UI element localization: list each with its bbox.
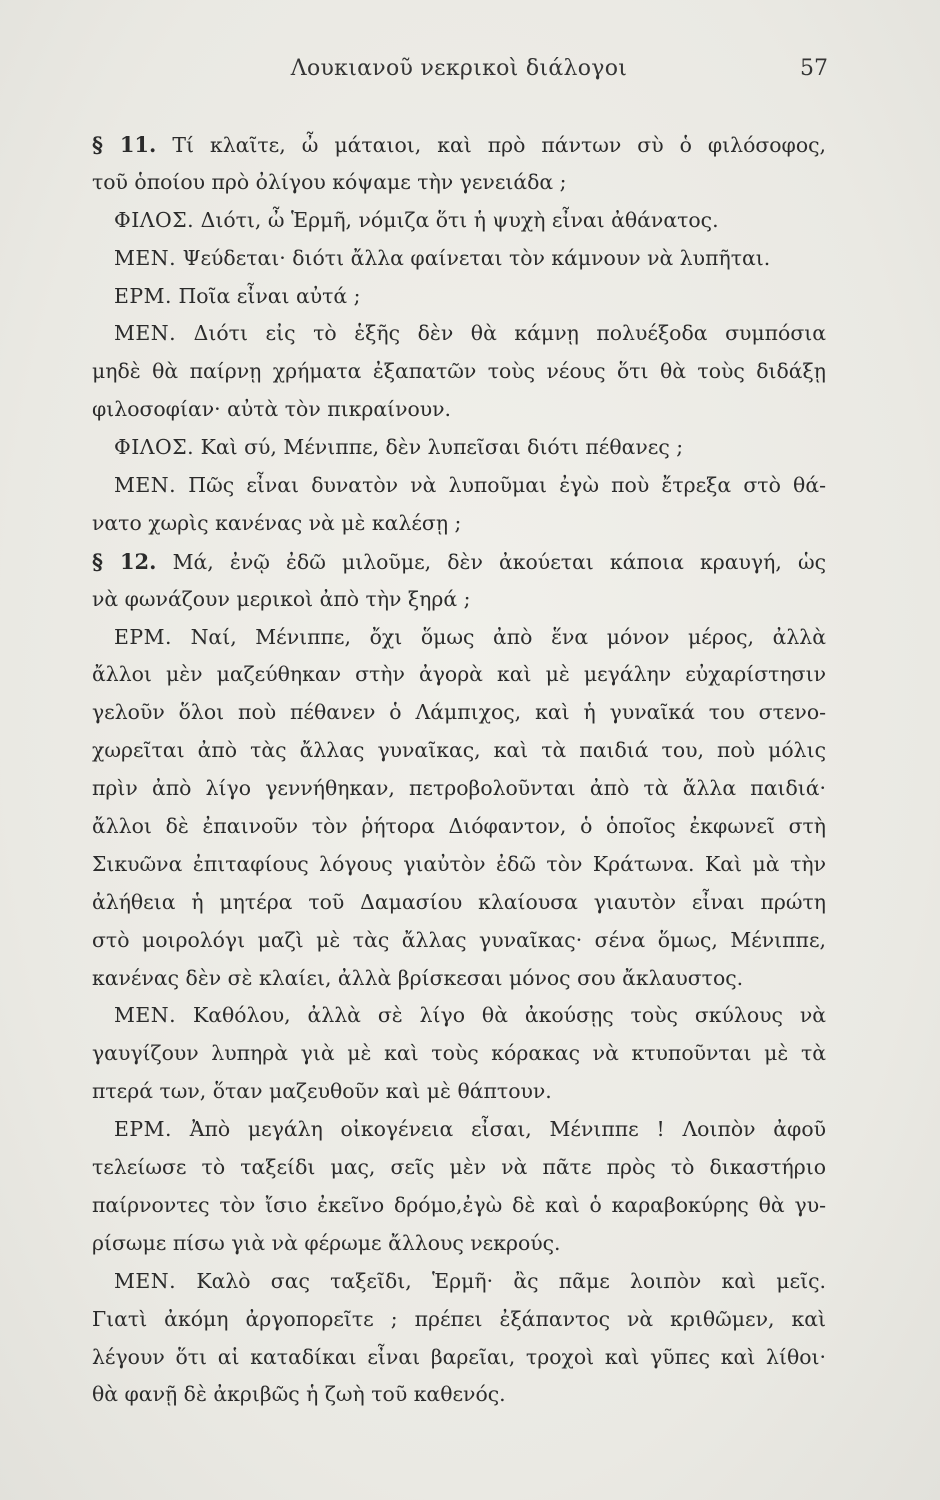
text-line (92, 353, 826, 391)
line-text: Καθόλου, ἀλλὰ σὲ λίγο θὰ ἀκούσῃς τοὺς σκύλους νὰ (176, 1003, 826, 1028)
line-text: μηδὲ θὰ παίρνῃ χρήματα ἐξαπατῶν τοὺς νέους ὅτι θὰ τοὺς διδάξῃ (92, 359, 826, 384)
speaker-label: ΦΙΛΟΣ. (114, 207, 195, 232)
line-text: πτερά των, ὅταν μαζευθοῦν καὶ μὲ θάπτουν. (92, 1079, 552, 1104)
line-text: Ποῖα εἶναι αὐτά ; (171, 283, 361, 308)
text-line (92, 164, 826, 202)
section-number: § 12. (92, 548, 157, 574)
text-line (92, 126, 826, 164)
text-line (92, 960, 826, 998)
line-text: Σικυῶνα ἐπιταφίους λόγους γιαὐτὸν ἐδῶ τὸν Κράτωνα. Καὶ μὰ τὴν (92, 851, 826, 876)
line-text: λέγουν ὅτι αἱ καταδίκαι εἶναι βαρεῖαι, τροχοὶ καὶ γῦπες καὶ λίθοι· (92, 1344, 826, 1369)
running-title: Λουκιανοῦ νεκρικοὶ διάλογοι (290, 56, 628, 81)
speaker-label: ΜΕΝ. (114, 321, 177, 346)
text-line (92, 467, 826, 505)
speaker-label: ΕΡΜ. (114, 1117, 172, 1142)
text-line (92, 505, 826, 543)
line-text: ἄλλοι δὲ ἐπαινοῦν τὸν ῥήτορα Διόφαντον, ὁ ὁποῖος ἐκφωνεῖ στὴ (92, 814, 826, 839)
text-line (92, 1376, 826, 1414)
line-text: ἄλλοι μὲν μαζεύθηκαν στὴν ἀγορὰ καὶ μὲ μεγάλην εὐχαρίστησιν (92, 662, 826, 687)
line-text: θὰ φανῇ δὲ ἀκριβῶς ἡ ζωὴ τοῦ καθενός. (92, 1382, 506, 1407)
text-line (92, 1339, 826, 1377)
text-line (92, 1263, 826, 1301)
section-number: § 11. (92, 132, 157, 157)
text-line (92, 1301, 826, 1339)
line-text: Ψεύδεται· διότι ἄλλα φαίνεται τὸν κάμνουν νὰ λυπῆται. (176, 245, 771, 270)
text-line (92, 770, 826, 808)
line-text: Καλὸ σας ταξεῖδι, Ἑρμῆ· ἂς πᾶμε λοιπὸν καὶ μεῖς. (176, 1268, 826, 1293)
line-text: νατο χωρὶς κανένας νὰ μὲ καλέσῃ ; (92, 510, 462, 535)
text-line (92, 997, 826, 1035)
line-text: νὰ φωνάζουν μερικοὶ ἀπὸ τὴν ξηρά ; (92, 586, 471, 611)
line-text: Γιατὶ ἀκόμη ἀργοπορεῖτε ; πρέπει ἐξάπαντος νὰ κριθῶμεν, καὶ (92, 1306, 826, 1331)
text-line (92, 391, 826, 429)
text-line (92, 846, 826, 884)
speaker-label: ΦΙΛΟΣ. (114, 435, 195, 460)
speaker-label: ΕΡΜ. (114, 283, 172, 308)
text-line (92, 694, 826, 732)
text-line (92, 278, 826, 316)
line-text: Διότι εἰς τὸ ἑξῆς δὲν θὰ κάμνῃ πολυέξοδα συμπόσια (176, 321, 826, 346)
text-line (92, 1149, 826, 1187)
text-line (92, 922, 826, 960)
line-text: κανένας δὲν σὲ κλαίει, ἀλλὰ βρίσκεσαι μόνος σου ἄκλαυστος. (92, 965, 744, 990)
text-line (92, 884, 826, 922)
line-text: γελοῦν ὅλοι ποὺ πέθανεν ὁ Λάμπιχος, καὶ ἡ γυναῖκά του στενο- (92, 700, 826, 725)
speaker-label: ΜΕΝ. (114, 245, 177, 270)
speaker-label: ΜΕΝ. (114, 1268, 177, 1293)
text-line (92, 619, 826, 657)
line-text: πρὶν ἀπὸ λίγο γεννήθηκαν, πετροβολοῦνται ἀπὸ τὰ ἄλλα παιδιά· (92, 776, 826, 801)
line-text: ρίσωμε πίσω γιὰ νὰ φέρωμε ἄλλους νεκρούς. (92, 1230, 561, 1255)
line-text: στὸ μοιρολόγι μαζὶ μὲ τὰς ἄλλας γυναῖκας· σένα ὅμως, Μένιππε, (92, 927, 826, 952)
line-text: Μά, ἐνῷ ἐδῶ μιλοῦμε, δὲν ἀκούεται κάποια κραυγή, ὡς (156, 549, 826, 574)
line-text: Ἀπὸ μεγάλη οἰκογένεια εἶσαι, Μένιππε ! Λοιπὸν ἀφοῦ (171, 1117, 826, 1142)
text-line (92, 581, 826, 619)
text-line (92, 1187, 826, 1225)
text-line (92, 1111, 826, 1149)
speaker-label: ΜΕΝ. (114, 1003, 177, 1028)
line-text: Πῶς εἶναι δυνατὸν νὰ λυποῦμαι ἐγὼ ποὺ ἔτρεξα στὸ θά- (176, 473, 826, 498)
line-text: χωρεῖται ἀπὸ τὰς ἄλλας γυναῖκας, καὶ τὰ παιδιά του, ποὺ μόλις (92, 738, 826, 763)
page-number: 57 (800, 56, 828, 81)
text-line (92, 1073, 826, 1111)
line-text: Διότι, ὦ Ἑρμῆ, νόμιζα ὅτι ἡ ψυχὴ εἶναι ἀθάνατος. (194, 207, 719, 232)
text-line (92, 1035, 826, 1073)
line-text: φιλοσοφίαν· αὐτὰ τὸν πικραίνουν. (92, 397, 452, 422)
page-body-text (92, 126, 826, 1414)
speaker-label: ΜΕΝ. (114, 473, 177, 498)
line-text: γαυγίζουν λυπηρὰ γιὰ μὲ καὶ τοὺς κόρακας νὰ κτυποῦνται μὲ τὰ (92, 1041, 826, 1066)
text-line (92, 808, 826, 846)
line-text: Καὶ σύ, Μένιππε, δὲν λυπεῖσαι διότι πέθανες ; (194, 435, 684, 460)
text-line (92, 1225, 826, 1263)
line-text: τοῦ ὁποίου πρὸ ὀλίγου κόψαμε τὴν γενειάδα ; (92, 169, 567, 194)
text-line (92, 240, 826, 278)
text-line (92, 202, 826, 240)
line-text: Ναί, Μένιππε, ὄχι ὅμως ἀπὸ ἕνα μόνον μέρος, ἀλλὰ (171, 624, 826, 649)
text-line (92, 315, 826, 353)
line-text: Τί κλαῖτε, ὦ μάταιοι, καὶ πρὸ πάντων σὺ ὁ φιλόσοφος, (156, 133, 826, 157)
text-line (92, 732, 826, 770)
speaker-label: ΕΡΜ. (114, 624, 172, 649)
page-header (90, 56, 828, 96)
line-text: παίρνοντες τὸν ἴσιο ἐκεῖνο δρόμο,ἐγὼ δὲ καὶ ὁ καραβοκύρης θὰ γυ- (92, 1192, 826, 1217)
text-line (92, 543, 826, 581)
line-text: ἀλήθεια ἡ μητέρα τοῦ Δαμασίου κλαίουσα γιαυτὸν εἶναι πρώτη (92, 889, 826, 914)
line-text: τελείωσε τὸ ταξείδι μας, σεῖς μὲν νὰ πᾶτε πρὸς τὸ δικαστήριο (92, 1155, 826, 1180)
text-line (92, 429, 826, 467)
text-line (92, 656, 826, 694)
